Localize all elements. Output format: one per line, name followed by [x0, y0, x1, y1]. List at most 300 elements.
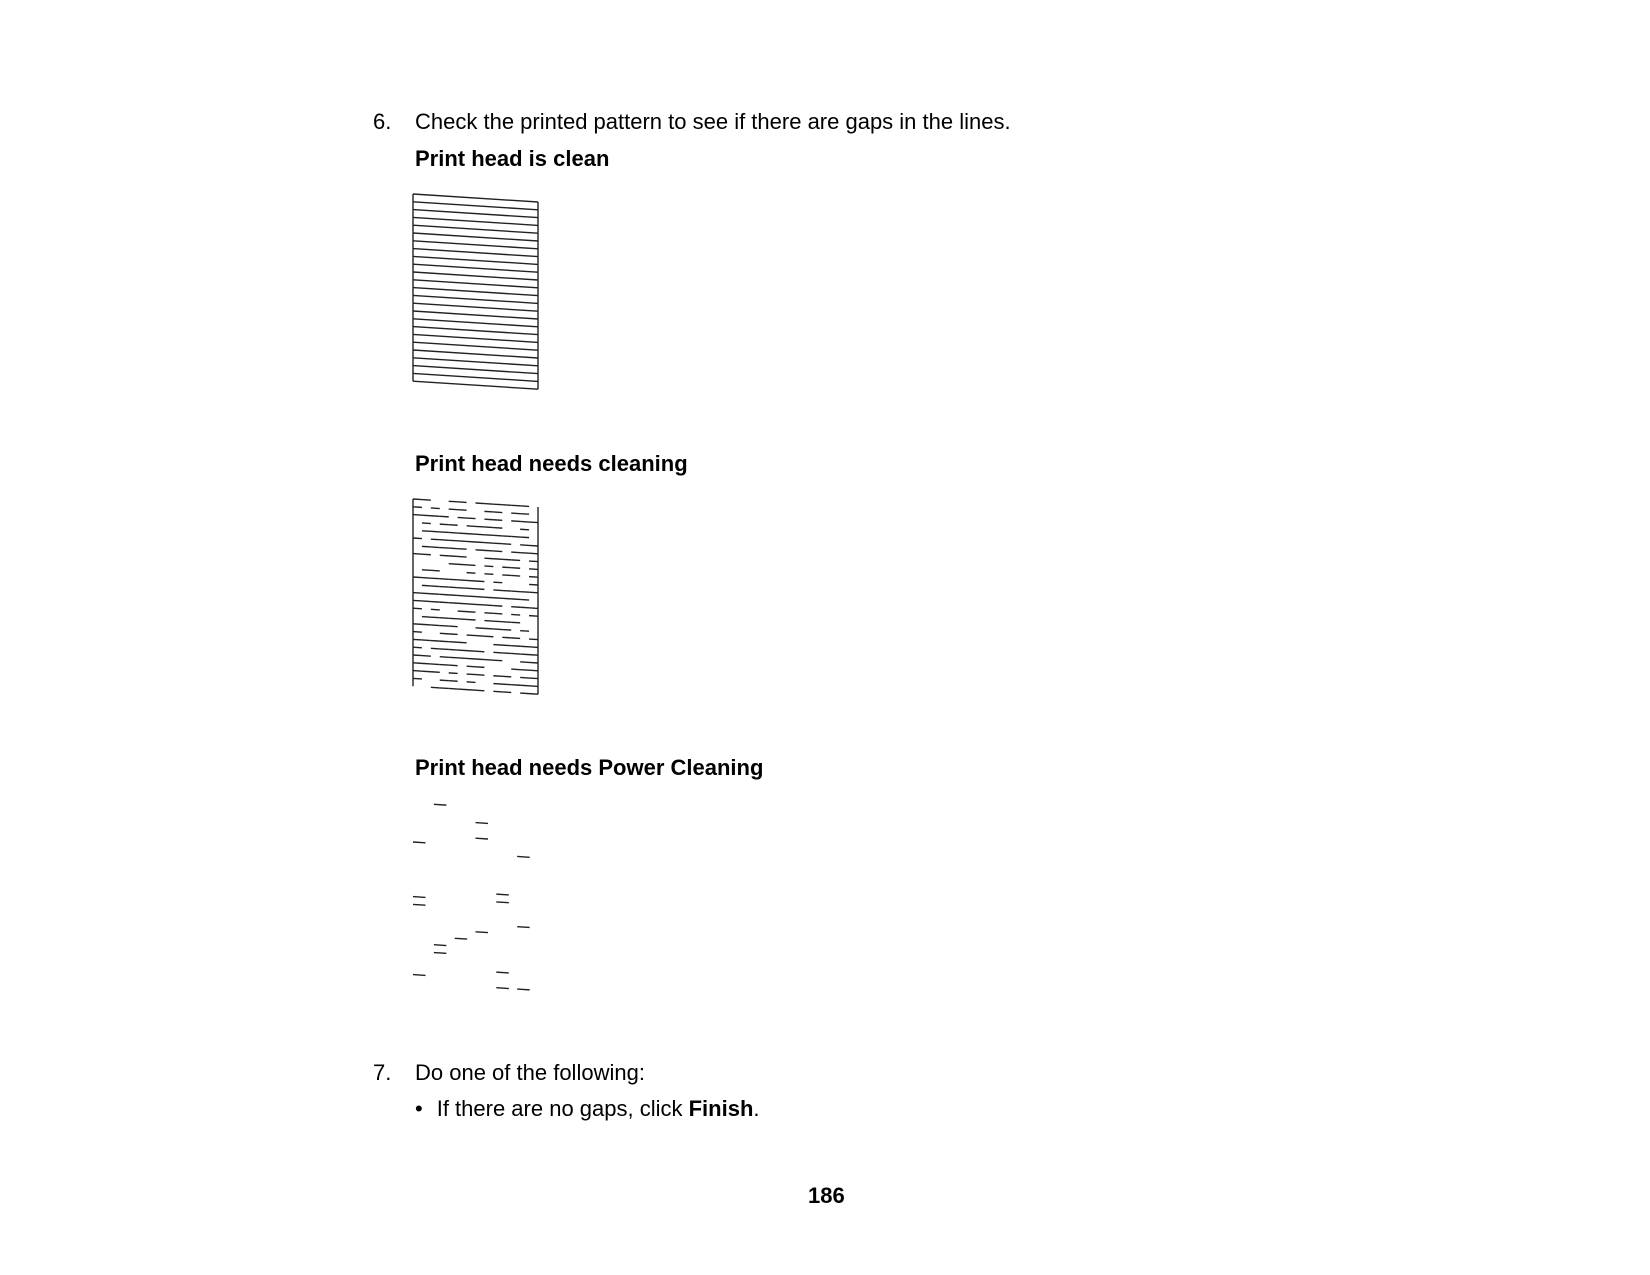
pattern-dash [458, 580, 467, 581]
bullet-text: If there are no gaps, click [436, 1096, 689, 1121]
pattern-dash [529, 553, 538, 554]
pattern-dash [484, 636, 493, 637]
pattern-line [413, 272, 538, 280]
pattern-dash [413, 639, 422, 640]
pattern-dash [520, 607, 529, 608]
pattern-dash [476, 667, 485, 668]
pattern-dash [476, 604, 485, 605]
pattern-line [413, 295, 538, 303]
pattern-dash [467, 666, 476, 667]
pattern-dash [529, 592, 538, 593]
pattern-line [413, 358, 538, 366]
pattern-dash [520, 506, 529, 507]
pattern-dash [511, 653, 520, 654]
pattern-dash [431, 672, 440, 673]
step-6-text: Check the printed pattern to see if there are gaps in the lines. [415, 109, 1011, 134]
pattern-dash [467, 604, 476, 605]
pattern-dash [467, 518, 476, 519]
pattern-dash [431, 664, 440, 665]
pattern-dash [496, 902, 509, 903]
pattern-dash [520, 685, 529, 686]
pattern-dash [449, 587, 458, 588]
pattern-dash [458, 689, 467, 690]
step-7-number: 7. [373, 1060, 392, 1085]
pattern-dash [413, 975, 426, 976]
pattern-dash [511, 513, 520, 514]
pattern-dash [493, 652, 502, 653]
pattern-dash [449, 548, 458, 549]
pattern-dash [413, 515, 422, 516]
pattern-dash [520, 599, 529, 600]
pattern-line [413, 334, 538, 342]
pattern-dash [484, 597, 493, 598]
pattern-dash [422, 663, 431, 664]
page-number: 186 [808, 1183, 845, 1208]
finish-term: Finish [688, 1096, 754, 1121]
pattern-dash [493, 645, 502, 646]
pattern-dash [476, 636, 485, 637]
pattern-dash [440, 633, 449, 634]
pattern-dash [520, 693, 529, 694]
bullet-item [415, 1096, 760, 1122]
pattern-dash [413, 499, 422, 500]
pattern-dash [517, 927, 530, 928]
pattern-dash [529, 577, 538, 578]
pattern-dash [413, 897, 426, 898]
pattern-dash [413, 842, 426, 843]
pattern-dash [476, 534, 485, 535]
pattern-dash [484, 543, 493, 544]
pattern-dash [502, 637, 511, 638]
pattern-dash [520, 521, 529, 522]
pattern-dash [440, 688, 449, 689]
pattern-line [413, 381, 538, 389]
pattern-dash [476, 550, 485, 551]
pattern-dash [422, 570, 431, 571]
pattern-dash [476, 628, 485, 629]
pattern-dash [458, 502, 467, 503]
pattern-dash [434, 945, 447, 946]
pattern-dash [502, 676, 511, 677]
pattern-dash [529, 655, 538, 656]
pattern-dash [467, 690, 476, 691]
pattern-dash [413, 577, 422, 578]
pattern-dash [502, 630, 511, 631]
pattern-dash [467, 588, 476, 589]
pattern-dash [502, 591, 511, 592]
pattern-dash [431, 586, 440, 587]
pattern-dash [449, 564, 458, 565]
pattern-dash [484, 605, 493, 606]
pattern-line [413, 350, 538, 358]
pattern-dash [431, 609, 440, 610]
pattern-dash [431, 547, 440, 548]
pattern-dash [458, 650, 467, 651]
pattern-dash [467, 534, 476, 535]
pattern-line [413, 280, 538, 288]
step-7-text: Do one of the following: [415, 1060, 645, 1085]
pattern-dash [449, 642, 458, 643]
pattern-dash [493, 660, 502, 661]
pattern-dash [458, 595, 467, 596]
pattern-dash [476, 597, 485, 598]
pattern-dash [449, 540, 458, 541]
pattern-dash [467, 619, 476, 620]
pattern-dash [413, 678, 422, 679]
pattern-dash [520, 670, 529, 671]
pattern-dash [431, 594, 440, 595]
pattern-dash [529, 662, 538, 663]
pattern-dash [529, 678, 538, 679]
pattern-dash [502, 559, 511, 560]
pattern-line [413, 311, 538, 319]
pattern-dash [440, 657, 449, 658]
pattern-dash [422, 585, 431, 586]
bullet-suffix: . [753, 1096, 760, 1121]
pattern-dash [493, 504, 502, 505]
pattern-dash [413, 655, 422, 656]
pattern-line [413, 225, 538, 233]
pattern-dash [493, 543, 502, 544]
pattern-dash [520, 662, 529, 663]
bullet-glyph: • [415, 1096, 423, 1121]
pattern-dash [476, 542, 485, 543]
pattern-dash [502, 598, 511, 599]
pattern-dash [476, 526, 485, 527]
pattern-dash [517, 856, 530, 857]
pattern-dash [422, 671, 431, 672]
pattern-dash [449, 688, 458, 689]
pattern-dash [413, 624, 422, 625]
pattern-line [413, 327, 538, 335]
pattern-dash [413, 671, 422, 672]
pattern-dash [511, 614, 520, 615]
pattern-line [413, 217, 538, 225]
pattern-dash [440, 641, 449, 642]
pattern-line [413, 256, 538, 264]
pattern-dash [502, 544, 511, 545]
pattern-dash [484, 628, 493, 629]
pattern-dash [449, 579, 458, 580]
pattern-dash [517, 989, 530, 990]
pattern-dash [467, 658, 476, 659]
pattern-dash [422, 593, 431, 594]
pattern-dash [493, 621, 502, 622]
pattern-dash [458, 510, 467, 511]
pattern-dash [422, 624, 431, 625]
pattern-dash [493, 582, 502, 583]
pattern-dash [493, 535, 502, 536]
pattern-dash [440, 579, 449, 580]
pattern-dash [502, 645, 511, 646]
pattern-line [413, 241, 538, 249]
pattern-dash [449, 657, 458, 658]
pattern-heading-clean: Print head is clean [415, 146, 610, 171]
pattern-dash [458, 517, 467, 518]
pattern-dash [496, 972, 509, 973]
pattern-dash [467, 674, 476, 675]
pattern-dash [493, 606, 502, 607]
pattern-line [413, 210, 538, 218]
pattern-dash [449, 556, 458, 557]
pattern-line [413, 366, 538, 374]
pattern-dash [529, 608, 538, 609]
pattern-dash [529, 522, 538, 523]
pattern-dash [476, 581, 485, 582]
pattern-dash [413, 647, 422, 648]
pattern-dash [493, 559, 502, 560]
pattern-dash [458, 549, 467, 550]
pattern-dash [476, 675, 485, 676]
pattern-dash [493, 551, 502, 552]
pattern-dash [458, 556, 467, 557]
pattern-heading-cleaning: Print head needs cleaning [415, 451, 688, 476]
pattern-dash [413, 904, 426, 905]
pattern-dash [511, 591, 520, 592]
pattern-dash [422, 546, 431, 547]
pattern-dash [493, 598, 502, 599]
pattern-dash [502, 575, 511, 576]
pattern-dash [529, 545, 538, 546]
pattern-dash [458, 603, 467, 604]
pattern-dash [529, 686, 538, 687]
pattern-dash [484, 566, 493, 567]
pattern-line [413, 319, 538, 327]
pattern-dash [458, 611, 467, 612]
pattern-dash [511, 622, 520, 623]
pattern-dash [529, 647, 538, 648]
pattern-dash [440, 665, 449, 666]
pattern-dash [431, 617, 440, 618]
pattern-line [413, 233, 538, 241]
pattern-dash [431, 641, 440, 642]
pattern-dash [413, 507, 422, 508]
pattern-dash [511, 552, 520, 553]
pattern-dash [449, 681, 458, 682]
pattern-dash [431, 578, 440, 579]
pattern-dash [467, 682, 476, 683]
pattern-dash [493, 691, 502, 692]
pattern-dash [422, 554, 431, 555]
pattern-dash [484, 660, 493, 661]
pattern-dash [484, 613, 493, 614]
pattern-dash [458, 541, 467, 542]
pattern-dash [476, 503, 485, 504]
pattern-dash [440, 516, 449, 517]
pattern-dash [502, 653, 511, 654]
pattern-dash [431, 625, 440, 626]
pattern-dash [449, 665, 458, 666]
pattern-dash [502, 622, 511, 623]
pattern-dash [511, 669, 520, 670]
pattern-dash [440, 649, 449, 650]
pattern-dash [413, 600, 422, 601]
pattern-dash [449, 595, 458, 596]
pattern-dash [467, 635, 476, 636]
pattern-dash [529, 569, 538, 570]
pattern-dash [520, 545, 529, 546]
pattern-dash [529, 639, 538, 640]
pattern-dash [467, 541, 476, 542]
pattern-dash [529, 561, 538, 562]
pattern-dash [520, 631, 529, 632]
pattern-dash [431, 602, 440, 603]
pattern-dash [493, 629, 502, 630]
pattern-dash [413, 554, 422, 555]
pattern-dash [440, 626, 449, 627]
pattern-dash [520, 553, 529, 554]
pattern-dash [434, 953, 447, 954]
pattern-line [413, 373, 538, 381]
pattern-dash [467, 565, 476, 566]
pattern-dash [484, 574, 493, 575]
pattern-dash [458, 564, 467, 565]
pattern-dash [484, 519, 493, 520]
step-6-number: 6. [373, 109, 392, 134]
pattern-dash [493, 512, 502, 513]
pattern-dash [422, 640, 431, 641]
pattern-dash [467, 526, 476, 527]
pattern-dash [449, 618, 458, 619]
pattern-dash [440, 680, 449, 681]
pattern-dash [484, 558, 493, 559]
pattern-dash [440, 548, 449, 549]
pattern-dash [520, 654, 529, 655]
pattern-dash [449, 525, 458, 526]
pattern-dash [458, 642, 467, 643]
pattern-dash [520, 646, 529, 647]
pattern-dash [476, 823, 489, 824]
pattern-dash [511, 599, 520, 600]
pattern-dash [449, 532, 458, 533]
pattern-dash [484, 504, 493, 505]
pattern-dash [440, 594, 449, 595]
pattern-dash [484, 511, 493, 512]
pattern-line [413, 249, 538, 257]
pattern-dash [413, 538, 422, 539]
pattern-dash [476, 651, 485, 652]
pattern-dash [520, 592, 529, 593]
pattern-dash [529, 670, 538, 671]
pattern-dash [440, 540, 449, 541]
pattern-dash [476, 838, 489, 839]
pattern-dash [511, 607, 520, 608]
pattern-dash [467, 596, 476, 597]
pattern-dash [476, 932, 489, 933]
pattern-dash [422, 500, 431, 501]
pattern-dash [520, 529, 529, 530]
pattern-dash [502, 567, 511, 568]
pattern-dash [484, 550, 493, 551]
pattern-dash [458, 619, 467, 620]
nozzle-check-pattern-clean [410, 192, 544, 396]
pattern-dash [520, 677, 529, 678]
pattern-dash [484, 621, 493, 622]
pattern-dash [511, 536, 520, 537]
pattern-dash [502, 505, 511, 506]
pattern-dash [529, 694, 538, 695]
pattern-dash [496, 988, 509, 989]
pattern-dash [431, 648, 440, 649]
pattern-dash [511, 646, 520, 647]
pattern-dash [455, 938, 468, 939]
pattern-dash [449, 603, 458, 604]
pattern-dash [493, 676, 502, 677]
pattern-dash [493, 520, 502, 521]
pattern-dash [449, 509, 458, 510]
pattern-dash [511, 568, 520, 569]
pattern-dash [434, 804, 447, 805]
pattern-dash [422, 656, 431, 657]
pattern-dash [413, 663, 422, 664]
pattern-dash [484, 527, 493, 528]
pattern-dash [496, 894, 509, 895]
pattern-dash [422, 523, 431, 524]
pattern-dash [431, 531, 440, 532]
pattern-line [413, 342, 538, 350]
pattern-dash [449, 634, 458, 635]
pattern-dash [422, 578, 431, 579]
pattern-dash [467, 651, 476, 652]
pattern-dash [476, 659, 485, 660]
pattern-dash [413, 632, 422, 633]
pattern-dash [431, 687, 440, 688]
pattern-dash [440, 555, 449, 556]
pattern-dash [440, 618, 449, 619]
pattern-dash [484, 535, 493, 536]
pattern-dash [422, 617, 431, 618]
pattern-line [413, 194, 538, 202]
pattern-dash [449, 649, 458, 650]
pattern-dash [413, 608, 422, 609]
pattern-dash [520, 537, 529, 538]
pattern-dash [476, 690, 485, 691]
pattern-dash [449, 673, 458, 674]
pattern-dash [440, 524, 449, 525]
pattern-dash [511, 638, 520, 639]
pattern-dash [502, 692, 511, 693]
pattern-dash [422, 601, 431, 602]
pattern-line [413, 303, 538, 311]
pattern-dash [431, 516, 440, 517]
pattern-dash [431, 570, 440, 571]
pattern-dash [502, 536, 511, 537]
pattern-dash [422, 531, 431, 532]
nozzle-check-pattern-needs-power-cleaning [410, 801, 544, 1005]
pattern-dash [458, 588, 467, 589]
pattern-dash [422, 515, 431, 516]
pattern-dash [511, 560, 520, 561]
pattern-dash [529, 584, 538, 585]
pattern-dash [458, 658, 467, 659]
pattern-dash [520, 514, 529, 515]
pattern-line [413, 264, 538, 272]
pattern-line [413, 288, 538, 296]
pattern-dash [440, 532, 449, 533]
pattern-dash [467, 612, 476, 613]
pattern-dash [440, 602, 449, 603]
pattern-dash [511, 505, 520, 506]
pattern-dash [529, 616, 538, 617]
pattern-dash [467, 580, 476, 581]
pattern-dash [511, 685, 520, 686]
pattern-dash [440, 587, 449, 588]
pattern-dash [511, 521, 520, 522]
pattern-heading-power-cleaning: Print head needs Power Cleaning [415, 755, 764, 780]
pattern-dash [413, 593, 422, 594]
pattern-dash [493, 528, 502, 529]
pattern-dash [449, 501, 458, 502]
